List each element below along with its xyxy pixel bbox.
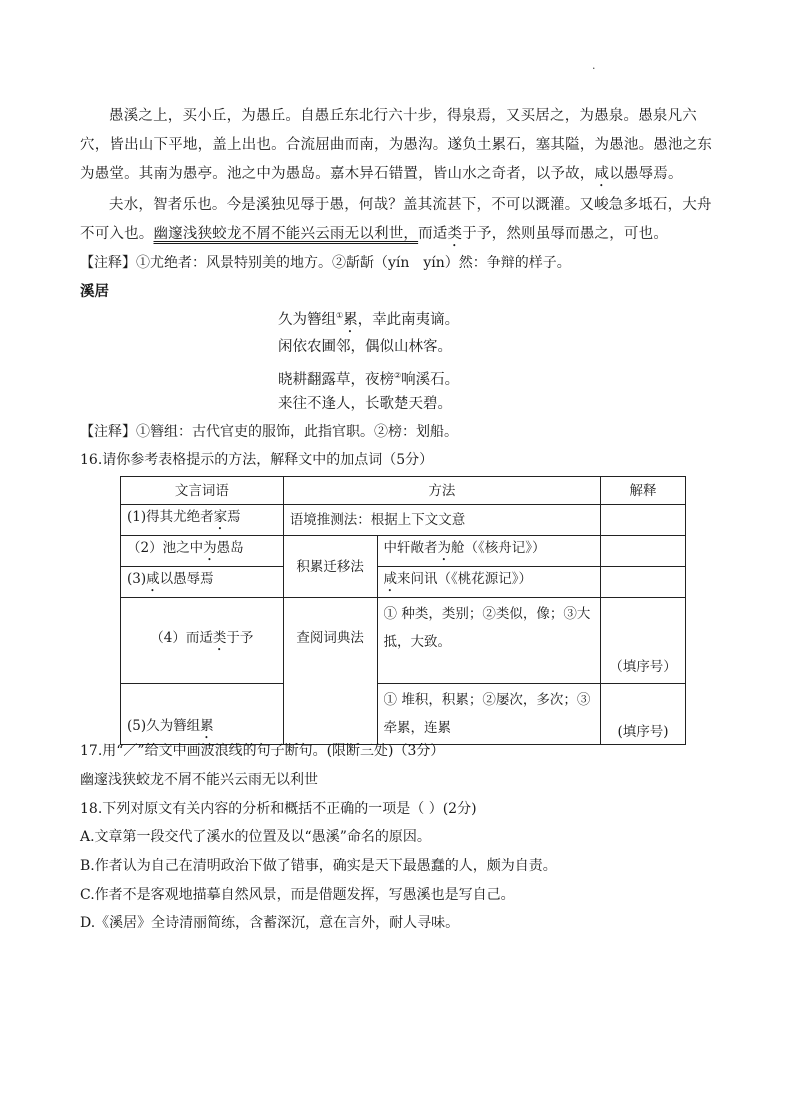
row4-word: （4）而适类于予: [121, 598, 284, 684]
row5-word: (5)久为簪组累: [121, 684, 284, 745]
p2-mid: 而适: [418, 226, 448, 242]
header-explanation: 解释: [601, 477, 686, 505]
method-accumulation: 积累迁移法: [283, 536, 377, 598]
poem-line-2: 闲依农圃邻，偶似山林客。: [278, 339, 452, 355]
question-16: 16.请你参考表格提示的方法，解释文中的加点词（5分）: [80, 452, 434, 468]
header-method: 方法: [283, 477, 600, 505]
row4-answer[interactable]: （填序号）: [601, 598, 686, 684]
poem-line-4: 来往不逢人，长歌楚天碧。: [278, 396, 452, 412]
poem-line-3: [278, 366, 459, 390]
row5-definitions: ① 堆积，积累；②屡次，多次；③牵累，连累: [377, 684, 601, 745]
wavy-underlined-sentence: 幽邃浅狭蛟龙不屑不能兴云雨无以利世，: [153, 226, 419, 242]
table-row: [121, 684, 686, 745]
poem-line-1a: 久为簪组: [278, 311, 336, 328]
row2-reference: 中轩敞者为舱（《核舟记》）: [377, 536, 601, 567]
p1-dotted-word: 咸: [594, 166, 610, 182]
row5-answer[interactable]: (填序号): [601, 684, 686, 745]
corner-mark: ·: [592, 62, 596, 75]
row4-definitions: ① 种类，类别；②类似，像；③大抵，大致。: [377, 598, 601, 684]
p2-start: 夫水，智者乐也。今是溪独见辱于愚，何哉？盖其流甚下，不可以溉灌。又峻急多坻石，大舟不可入也。: [80, 197, 712, 242]
footnote-mark-2: ②: [394, 371, 402, 380]
p2-dotted-word: 类: [447, 226, 463, 242]
footnote-mark-1: ①: [336, 311, 344, 320]
poem-line-3b: 响溪石。: [401, 371, 460, 388]
row1-answer[interactable]: [601, 505, 686, 536]
row2-word: （2）池之中为愚岛: [121, 536, 284, 567]
vocab-table: [120, 476, 686, 745]
option-d[interactable]: D.《溪居》全诗清丽简练，含蓄深沉，意在言外，耐人寻味。: [80, 915, 460, 931]
question-18: 18.下列对原文有关内容的分析和概括不正确的一项是（ ）(2分): [80, 801, 477, 817]
note-1: 【注释】①尤绝者：风景特别美的地方。②龂龂（yín yín）然：争辩的样子。: [80, 255, 571, 271]
table-row: [121, 567, 686, 598]
header-words: 文言词语: [121, 477, 284, 505]
row3-word: (3)咸以愚辱焉: [121, 567, 284, 598]
row1-word: (1)得其尤绝者家焉: [121, 505, 284, 536]
poem-dotted-word: 累: [343, 311, 358, 328]
passage-paragraph-2: [80, 191, 720, 250]
question-17-sentence: 幽邃浅狭蛟龙不屑不能兴云雨无以利世: [80, 772, 318, 788]
row2-answer[interactable]: [601, 536, 686, 567]
row3-answer[interactable]: [601, 567, 686, 598]
poem-line-1b: ，幸此南夷谪。: [357, 311, 460, 328]
note-2: 【注释】①簪组：古代官吏的服饰，此指官职。②榜：划船。: [80, 424, 458, 440]
table-row: [121, 598, 686, 684]
question-17: 17.用“／”给文中画波浪线的句子断句。(限断三处)（3分）: [80, 743, 445, 759]
option-a[interactable]: A.文章第一段交代了溪水的位置及以“愚溪”命名的原因。: [80, 829, 431, 845]
passage-paragraph-1: [80, 102, 720, 190]
poem-line-3a: 晓耕翻露草，夜榜: [278, 371, 394, 388]
option-b[interactable]: B.作者认为自己在清明政治下做了错事，确实是天下最愚蠢的人，颇为自责。: [80, 858, 557, 874]
table-header-row: [121, 477, 686, 505]
table-row: [121, 505, 686, 536]
p2-end: 于予，然则虽辱而愚之，可也。: [462, 226, 669, 242]
option-c[interactable]: C.作者不是客观地描摹自然风景，而是借题发挥，写愚溪也是写自己。: [80, 887, 515, 903]
row3-reference: 咸来问讯（《桃花源记》）: [377, 567, 601, 598]
poem-title: 溪居: [80, 283, 109, 300]
row1-method: 语境推测法：根据上下文文意: [283, 505, 600, 536]
table-row: [121, 536, 686, 567]
p1-end: 以愚辱焉。: [609, 166, 683, 182]
p1-text: 愚溪之上，买小丘，为愚丘。自愚丘东北行六十步，得泉焉，又买居之，为愚泉。愚泉凡六穴，皆出山下平地，盖上出也。合流屈曲而南，为愚沟。遂负土累石，塞其隘，为愚池。愚池之东为愚堂。其南为愚亭。池之中为愚岛。嘉木异石错置，皆山水之奇者，以予故，: [80, 108, 713, 182]
poem-line-1: [278, 306, 459, 336]
method-dictionary: 查阅词典法: [283, 598, 377, 745]
